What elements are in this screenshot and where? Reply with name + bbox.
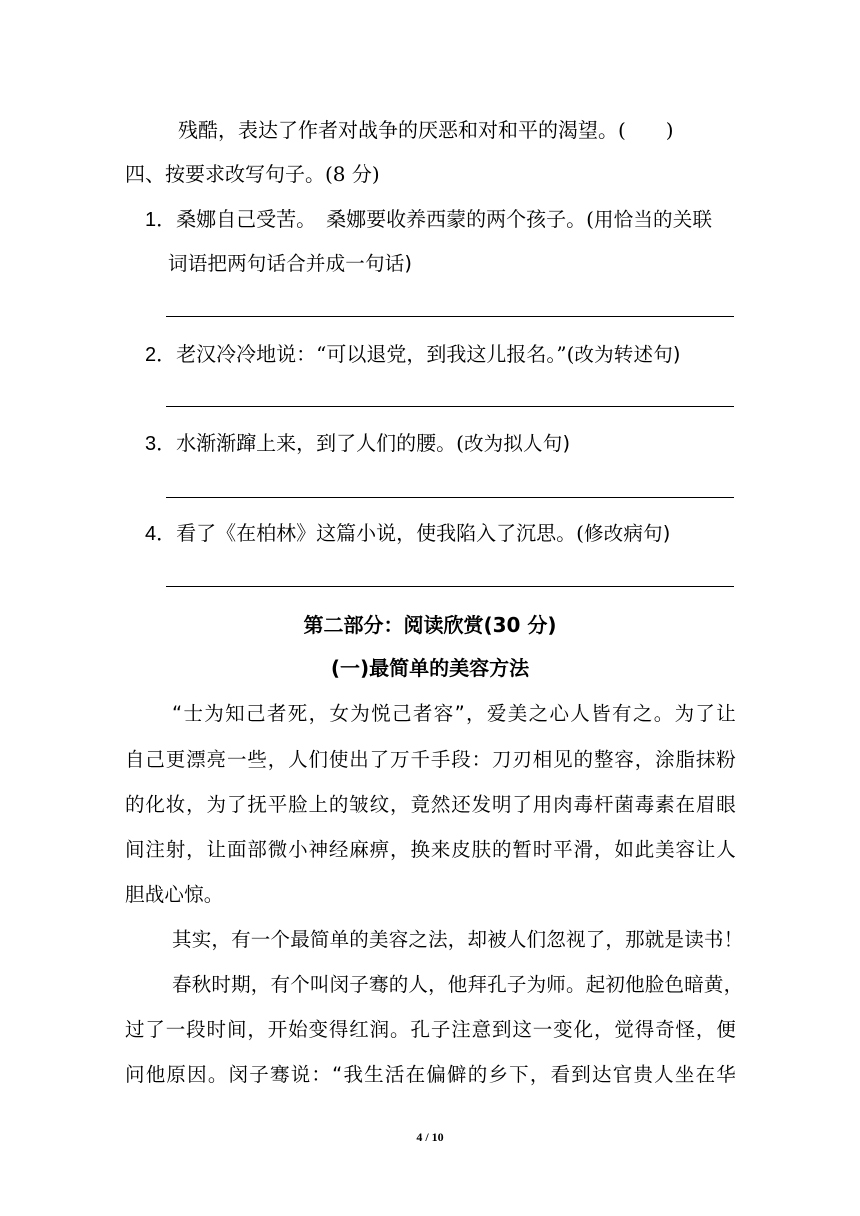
passage-line: 的化妆，为了抚平脸上的皱纹，竟然还发明了用肉毒杆菌毒素在眉眼 (125, 793, 736, 816)
passage-line: 春秋时期，有个叫闵子骞的人，他拜孔子为师。起初他脸色暗黄， (172, 973, 744, 996)
passage-line: 胆战心惊。 (125, 883, 224, 906)
question-number: 3． (145, 433, 177, 455)
text-line: 残酷，表达了作者对战争的厌恶和对和平的渴望。( ) (178, 118, 674, 142)
question-instruction-cont: 词语把两句话合并成一句话) (168, 252, 413, 275)
passage-line: 其实，有一个最简单的美容之法，却被人们忽视了，那就是读书！ (172, 928, 744, 951)
passage-line: 自己更漂亮一些，人们使出了万千手段：刀刃相见的整容，涂脂抹粉 (125, 748, 736, 771)
question-number: 4． (145, 523, 177, 545)
question-instruction: 改为拟人句) (463, 432, 571, 455)
question-number: 1． (145, 209, 177, 231)
question-text: 看了《在柏林》这篇小说，使我陷入了沉思。( (176, 521, 584, 545)
question-3 (145, 431, 570, 456)
question-4 (145, 521, 671, 546)
question-2 (145, 342, 681, 367)
question-instruction: 用恰当的关联 (593, 208, 713, 231)
question-instruction: 改为转述句) (574, 343, 681, 366)
part-heading: 第二部分：阅读欣赏(30 分) (303, 613, 557, 637)
passage-line: “士为知己者死，女为悦己者容”，爱美之心人皆有之。为了让 (172, 702, 736, 725)
question-text: 桑娜自己受苦。 桑娜要收养西蒙的两个孩子。( (176, 207, 594, 231)
question-instruction: 修改病句) (583, 522, 671, 545)
passage-line: 问他原因。闵子骞说：“我生活在偏僻的乡下，看到达官贵人坐在华 (125, 1063, 736, 1086)
answer-line-1[interactable] (166, 316, 734, 317)
passage-line: 过了一段时间，开始变得红润。孔子注意到这一变化，觉得奇怪，便 (125, 1018, 736, 1041)
question-1 (145, 207, 712, 232)
question-text: 老汉冷冷地说：“可以退党，到我这儿报名。”( (176, 342, 575, 366)
section-heading: 四、按要求改写句子。(8 分) (125, 162, 380, 186)
passage-title: (一)最简单的美容方法 (330, 656, 530, 680)
answer-line-3[interactable] (166, 497, 734, 498)
passage-line: 间注射，让面部微小神经麻痹，换来皮肤的暂时平滑，如此美容让人 (125, 838, 736, 861)
answer-line-2[interactable] (166, 406, 734, 407)
page-number: 4 / 10 (416, 1130, 444, 1144)
answer-line-4[interactable] (166, 586, 734, 587)
question-text: 水渐渐蹿上来，到了人们的腰。( (176, 431, 464, 455)
question-number: 2． (145, 344, 177, 366)
